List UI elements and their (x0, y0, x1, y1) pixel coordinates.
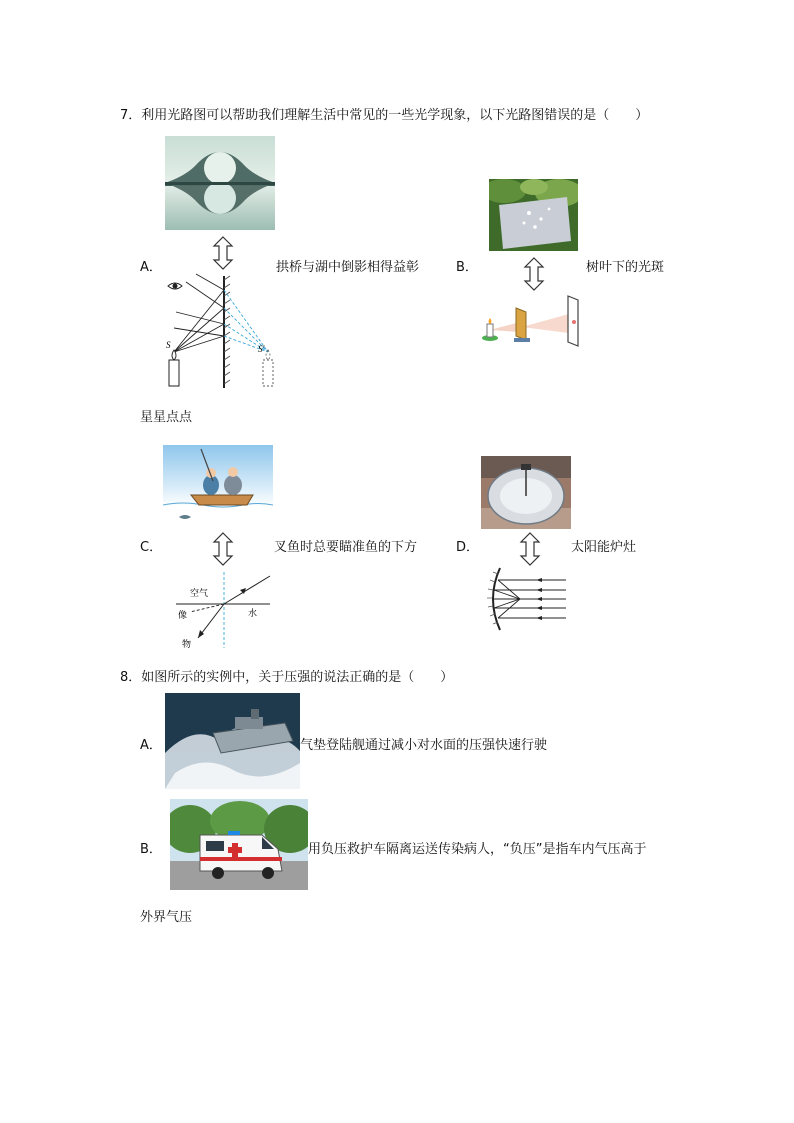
air-label: 空气 (190, 589, 209, 599)
double-arrow-icon (212, 532, 234, 566)
source-label: S (166, 340, 171, 350)
refraction-ray-diagram (174, 570, 274, 650)
option-d-text: 太阳能炉灶 (571, 540, 637, 555)
q8-option-b-text-continued: 外界气压 (140, 910, 193, 925)
question-7-stem: 7．利用光路图可以帮助我们理解生活中常见的一些光学现象，以下光路图错误的是（ ） (120, 108, 649, 123)
eye-icon (168, 283, 182, 289)
fishing-boat-photo (163, 445, 273, 530)
candle-icon (169, 350, 179, 386)
leaf-light-spots-photo (489, 179, 578, 251)
pinhole-camera-diagram (478, 294, 588, 348)
double-arrow-icon (523, 257, 545, 291)
double-arrow-icon (212, 236, 234, 270)
q8-option-a-letter: A． (140, 738, 162, 753)
q8-option-a-text: 气垫登陆舰通过减小对水面的压强快速行驶 (300, 738, 548, 753)
solar-cooker-photo (481, 456, 571, 529)
object-label: 物 (182, 640, 192, 650)
plane-mirror-ray-diagram (160, 272, 285, 392)
option-a-text: 拱桥与湖中倒影相得益彰 (276, 260, 420, 275)
bridge-reflection-photo (165, 136, 275, 230)
option-b-text: 树叶下的光斑 (586, 260, 665, 275)
image-position-label: 像 (178, 611, 188, 621)
q8-option-b-text: 用负压救护车隔离运送传染病人，“负压”是指车内气压高于 (308, 842, 647, 857)
question-8-stem: 8．如图所示的实例中，关于压强的说法正确的是（ ） (120, 670, 454, 685)
option-b-text-continued: 星星点点 (140, 410, 193, 425)
water-label: 水 (248, 609, 258, 619)
option-c-letter: C． (140, 540, 163, 555)
double-arrow-icon (519, 532, 541, 566)
option-c-text: 叉鱼时总要瞄准鱼的下方 (274, 540, 418, 555)
image-label: S' (258, 344, 265, 354)
option-b-letter: B． (456, 260, 478, 275)
concave-mirror-diagram (480, 564, 570, 634)
option-a-letter: A． (140, 260, 162, 275)
q8-option-b-letter: B． (140, 842, 162, 857)
hovercraft-photo (165, 693, 300, 789)
ambulance-photo (170, 799, 308, 890)
option-d-letter: D． (456, 540, 480, 555)
